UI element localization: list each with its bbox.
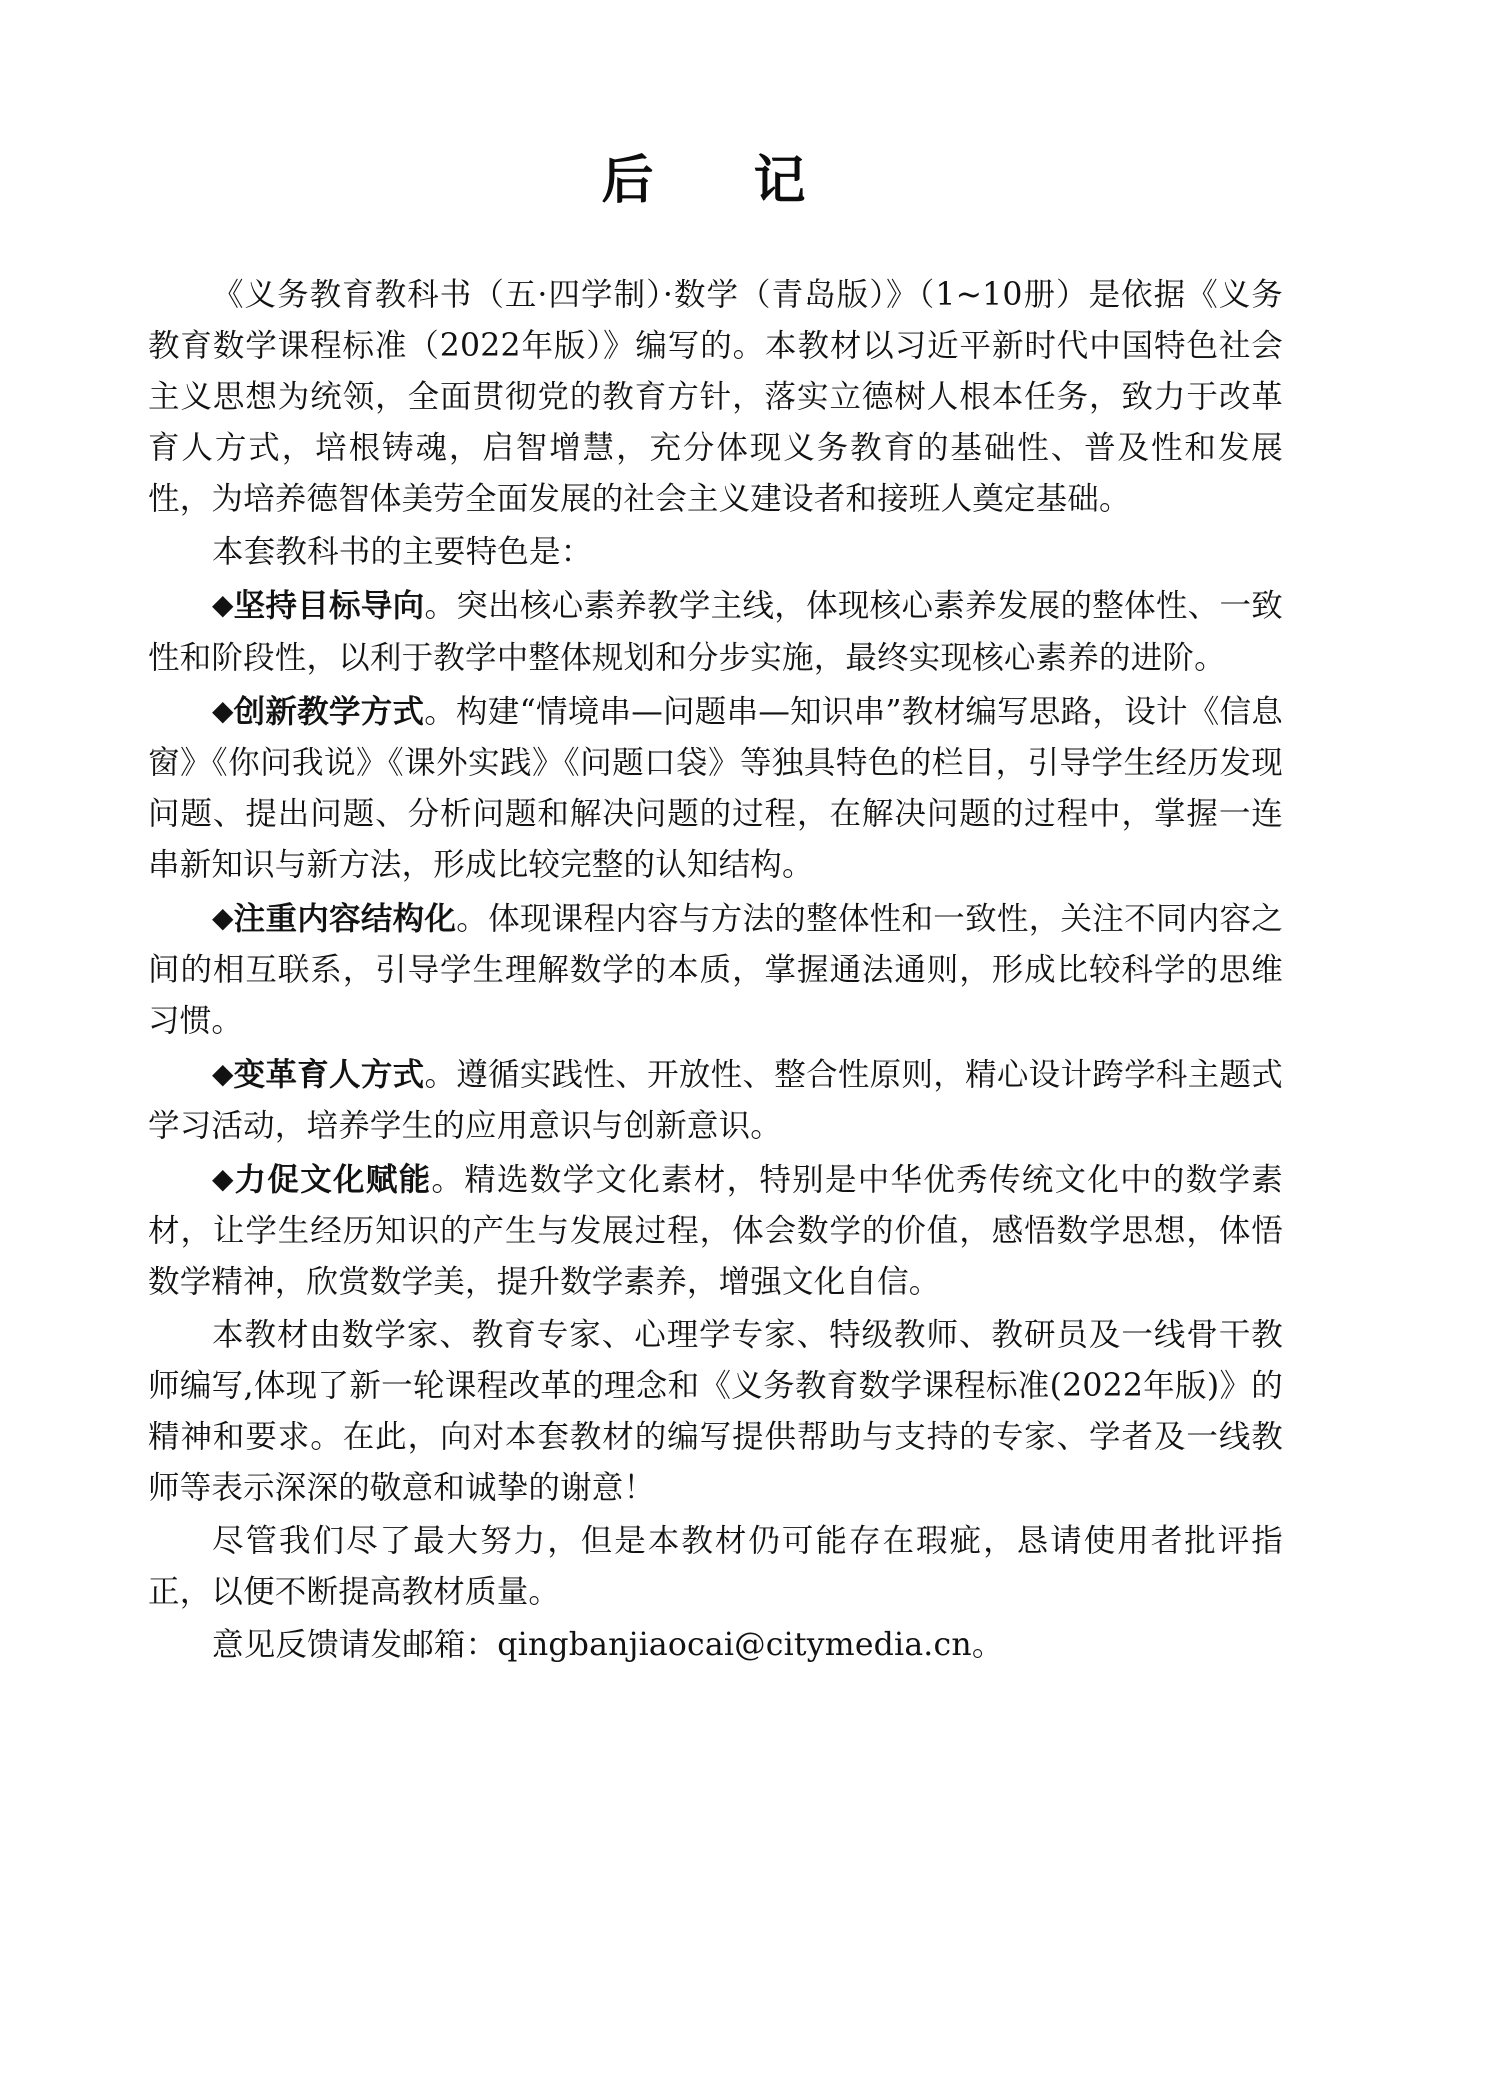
paragraph-lead: 注重内容结构化 [233, 899, 457, 937]
paragraph-text: 。精选数学文化素材，特别是中华优秀传统文化中的数学素材，让学生经历知识的产生与发展过程，体会数学的价值，感悟数学思想，体悟数学精神，欣赏数学美，提升数学素养，增强文化自信。 [148, 1161, 1284, 1300]
paragraph-lead: 力促文化赋能 [234, 1160, 432, 1198]
paragraph-9 [148, 1516, 1283, 1618]
page-title: 后 记 [601, 150, 830, 211]
paragraph-1 [148, 270, 1283, 525]
document-body [148, 150, 1283, 1673]
paragraph-8 [148, 1310, 1283, 1514]
paragraph-lead: 创新教学方式 [233, 692, 425, 730]
paragraph-text: 本教材由数学家、教育专家、心理学专家、特级教师、教研员及一线骨干教师编写,体现了新一轮课程改革的理念和《义务教育数学课程标准(2022年版)》的精神和要求。在此，向对本套教材的编写提供帮助与支持的专家、学者及一线教师等表示深深的敬意和诚挚的谢意！ [148, 1316, 1283, 1506]
paragraph-text: 。体现课程内容与方法的整体性和一致性，关注不同内容之间的相互联系，引导学生理解数学的本质，掌握通法通则，形成比较科学的思维习惯。 [148, 900, 1284, 1039]
diamond-bullet-icon: ◆ [212, 588, 234, 622]
paragraph-text: 。遵循实践性、开放性、整合性原则，精心设计跨学科主题式学习活动，培养学生的应用意识与创新意识。 [148, 1056, 1283, 1144]
diamond-bullet-icon: ◆ [212, 900, 234, 934]
paragraph-3 [148, 580, 1283, 683]
paragraph-text: 。构建“情境串—问题串—知识串”教材编写思路，设计《信息窗》《你问我说》《课外实践》《问题口袋》等独具特色的栏目，引导学生经历发现问题、提出问题、分析问题和解决问题的过程，在解决问题的过程中，掌握一连串新知识与新方法，形成比较完整的认知结构。 [148, 693, 1283, 883]
paragraph-text: 《义务教育教科书（五·四学制）·数学（青岛版）》（1~10册）是依据《义务教育数学课程标准（2022年版）》编写的。本教材以习近平新时代中国特色社会主义思想为统领，全面贯彻党的教育方针，落实立德树人根本任务，致力于改革育人方式，培根铸魂，启智增慧，充分体现义务教育的基础性、普及性和发展性，为培养德智体美劳全面发展的社会主义建设者和接班人奠定基础。 [148, 277, 1283, 518]
paragraph-7 [148, 1154, 1283, 1308]
paragraph-text: 尽管我们尽了最大努力，但是本教材仍可能存在瑕疵，恳请使用者批评指正，以便不断提高教材质量。 [148, 1522, 1283, 1610]
paragraph-4 [148, 686, 1283, 891]
paragraph-text: 本套教科书的主要特色是： [212, 534, 593, 571]
paragraph-2 [148, 527, 1283, 578]
paragraph-lead: 坚持目标导向 [233, 587, 425, 625]
paragraph-text: 意见反馈请发邮箱：qingbanjiaocai@citymedia.cn。 [212, 1626, 1004, 1663]
diamond-bullet-icon: ◆ [212, 1056, 234, 1090]
diamond-bullet-icon: ◆ [212, 693, 234, 727]
paragraph-6 [148, 1049, 1283, 1152]
diamond-bullet-icon: ◆ [212, 1161, 235, 1195]
paragraph-lead: 变革育人方式 [233, 1055, 425, 1093]
paragraph-text: 。突出核心素养教学主线，体现核心素养发展的整体性、一致性和阶段性，以利于教学中整体规划和分步实施，最终实现核心素养的进阶。 [148, 588, 1283, 676]
paragraph-feedback-email [148, 1620, 1283, 1671]
paragraph-5 [148, 893, 1283, 1047]
